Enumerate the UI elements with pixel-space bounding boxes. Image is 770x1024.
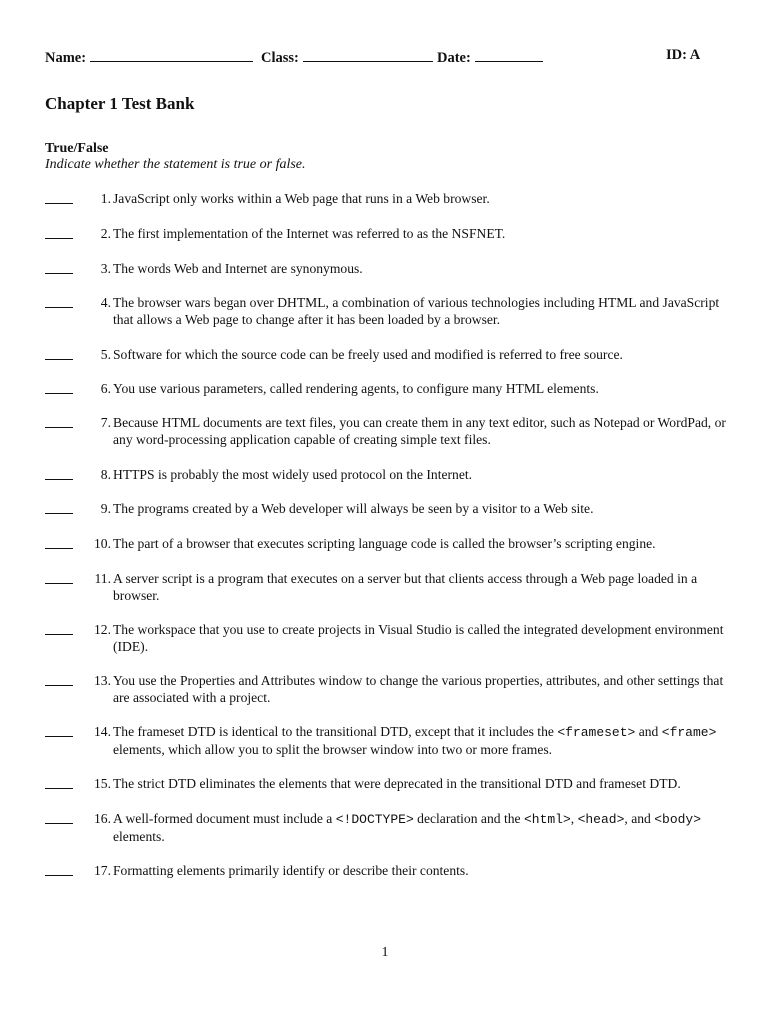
answer-blank[interactable]: [45, 466, 73, 480]
question-text: [113, 810, 733, 845]
question-text: [113, 621, 733, 655]
question-text: [113, 500, 733, 517]
section-instructions: Indicate whether the statement is true or false.: [45, 157, 306, 172]
question-text-fragment: Software for which the source code can be freely used and modified is referred to free source.: [113, 347, 623, 362]
question-text-fragment: The first implementation of the Internet was referred to as the NSFNET.: [113, 226, 506, 241]
question-text-fragment: Because HTML documents are text files, you can create them in any text editor, such as Notepad or WordPad, or any word-processing application capable of creating simple text files.: [113, 415, 726, 447]
question-text: [113, 862, 733, 879]
code-fragment: <head>: [577, 812, 625, 827]
id-label: ID: A: [666, 47, 701, 63]
question-text-fragment: ,: [570, 811, 578, 826]
question-text: [113, 225, 733, 242]
section-title: True/False: [45, 141, 109, 156]
answer-blank[interactable]: [45, 810, 73, 824]
question-text-fragment: Formatting elements primarily identify or describe their contents.: [113, 863, 469, 878]
question-number: 11.: [94, 571, 111, 586]
answer-blank[interactable]: [45, 775, 73, 789]
question-number: 10.: [94, 536, 111, 551]
answer-blank[interactable]: [45, 346, 73, 360]
question-number: 6.: [100, 381, 111, 396]
page-number: 1: [381, 945, 389, 960]
question-text-fragment: You use the Properties and Attributes window to change the various properties, attributes, and other settings that are associated with a project.: [113, 673, 724, 705]
name-label: Name:: [45, 50, 87, 66]
code-fragment: <html>: [523, 812, 571, 827]
answer-blank[interactable]: [45, 535, 73, 549]
question-text: [113, 570, 733, 604]
question-number: 15.: [94, 776, 111, 791]
question-text-fragment: The strict DTD eliminates the elements that were deprecated in the transitional DTD and frameset DTD.: [113, 776, 681, 791]
question-text: [113, 672, 733, 706]
class-field: [261, 47, 433, 67]
question-text-fragment: The part of a browser that executes scripting language code is called the browser’s scripting engine.: [113, 536, 656, 551]
question-number: 13.: [94, 673, 111, 688]
answer-blank[interactable]: [45, 621, 73, 635]
code-fragment: <body>: [654, 812, 702, 827]
question-text: [113, 294, 733, 328]
question-number: 7.: [100, 415, 111, 430]
id-field: [666, 47, 700, 64]
question-text-fragment: , and: [624, 811, 655, 826]
question-text-fragment: A server script is a program that executes on a server but that clients access through a Web page loaded in a browser.: [113, 571, 698, 603]
question-text: [113, 260, 733, 277]
code-fragment: <!DOCTYPE>: [335, 812, 414, 827]
date-field: [437, 47, 543, 67]
name-blank-line: [90, 47, 253, 62]
question-text: [113, 466, 733, 483]
question-number: 2.: [100, 226, 111, 241]
answer-blank[interactable]: [45, 294, 73, 308]
date-label: Date:: [437, 50, 471, 66]
question-text: [113, 535, 733, 552]
class-blank-line: [303, 47, 433, 62]
header-fields: [45, 47, 725, 67]
name-field: [45, 47, 253, 67]
answer-blank[interactable]: [45, 862, 73, 876]
page-title: Chapter 1 Test Bank: [45, 94, 195, 113]
answer-blank[interactable]: [45, 570, 73, 584]
answer-blank[interactable]: [45, 225, 73, 239]
question-text-fragment: and: [635, 724, 662, 739]
answer-blank[interactable]: [45, 672, 73, 686]
question-text-fragment: You use various parameters, called rendering agents, to configure many HTML elements.: [113, 381, 599, 396]
question-number: 8.: [100, 467, 111, 482]
question-number: 9.: [100, 501, 111, 516]
question-text-fragment: declaration and the: [413, 811, 524, 826]
answer-blank[interactable]: [45, 500, 73, 514]
question-text: [113, 775, 733, 792]
answer-blank[interactable]: [45, 723, 73, 737]
question-number: 1.: [100, 191, 111, 206]
answer-blank[interactable]: [45, 380, 73, 394]
question-text-fragment: The frameset DTD is identical to the transitional DTD, except that it includes the: [113, 724, 558, 739]
code-fragment: <frame>: [661, 725, 717, 740]
class-label: Class:: [261, 50, 299, 66]
question-text-fragment: The programs created by a Web developer will always be seen by a visitor to a Web site.: [113, 501, 594, 516]
question-number: 5.: [100, 347, 111, 362]
question-text-fragment: The workspace that you use to create projects in Visual Studio is called the integrated development environment (IDE).: [113, 622, 724, 654]
question-text-fragment: HTTPS is probably the most widely used protocol on the Internet.: [113, 467, 473, 482]
question-text: [113, 346, 733, 363]
question-number: 17.: [94, 863, 111, 878]
question-text: [113, 380, 733, 397]
question-text-fragment: elements.: [113, 829, 165, 844]
question-number: 16.: [94, 811, 111, 826]
question-text: [113, 414, 733, 448]
question-text-fragment: JavaScript only works within a Web page that runs in a Web browser.: [113, 191, 490, 206]
answer-blank[interactable]: [45, 190, 73, 204]
question-text-fragment: A well-formed document must include a: [113, 811, 336, 826]
question-number: 4.: [100, 295, 111, 310]
question-number: 3.: [100, 261, 111, 276]
code-fragment: <frameset>: [557, 725, 636, 740]
question-text: [113, 723, 733, 758]
question-text-fragment: The words Web and Internet are synonymous.: [113, 261, 363, 276]
answer-blank[interactable]: [45, 414, 73, 428]
question-number: 12.: [94, 622, 111, 637]
question-text-fragment: elements, which allow you to split the browser window into two or more frames.: [113, 742, 553, 757]
answer-blank[interactable]: [45, 260, 73, 274]
question-number: 14.: [94, 724, 111, 739]
date-blank-line: [475, 47, 543, 62]
question-text: [113, 190, 733, 207]
question-text-fragment: The browser wars began over DHTML, a combination of various technologies including HTML and JavaScript that allows a Web page to change after it has been loaded by a browser.: [113, 295, 720, 327]
